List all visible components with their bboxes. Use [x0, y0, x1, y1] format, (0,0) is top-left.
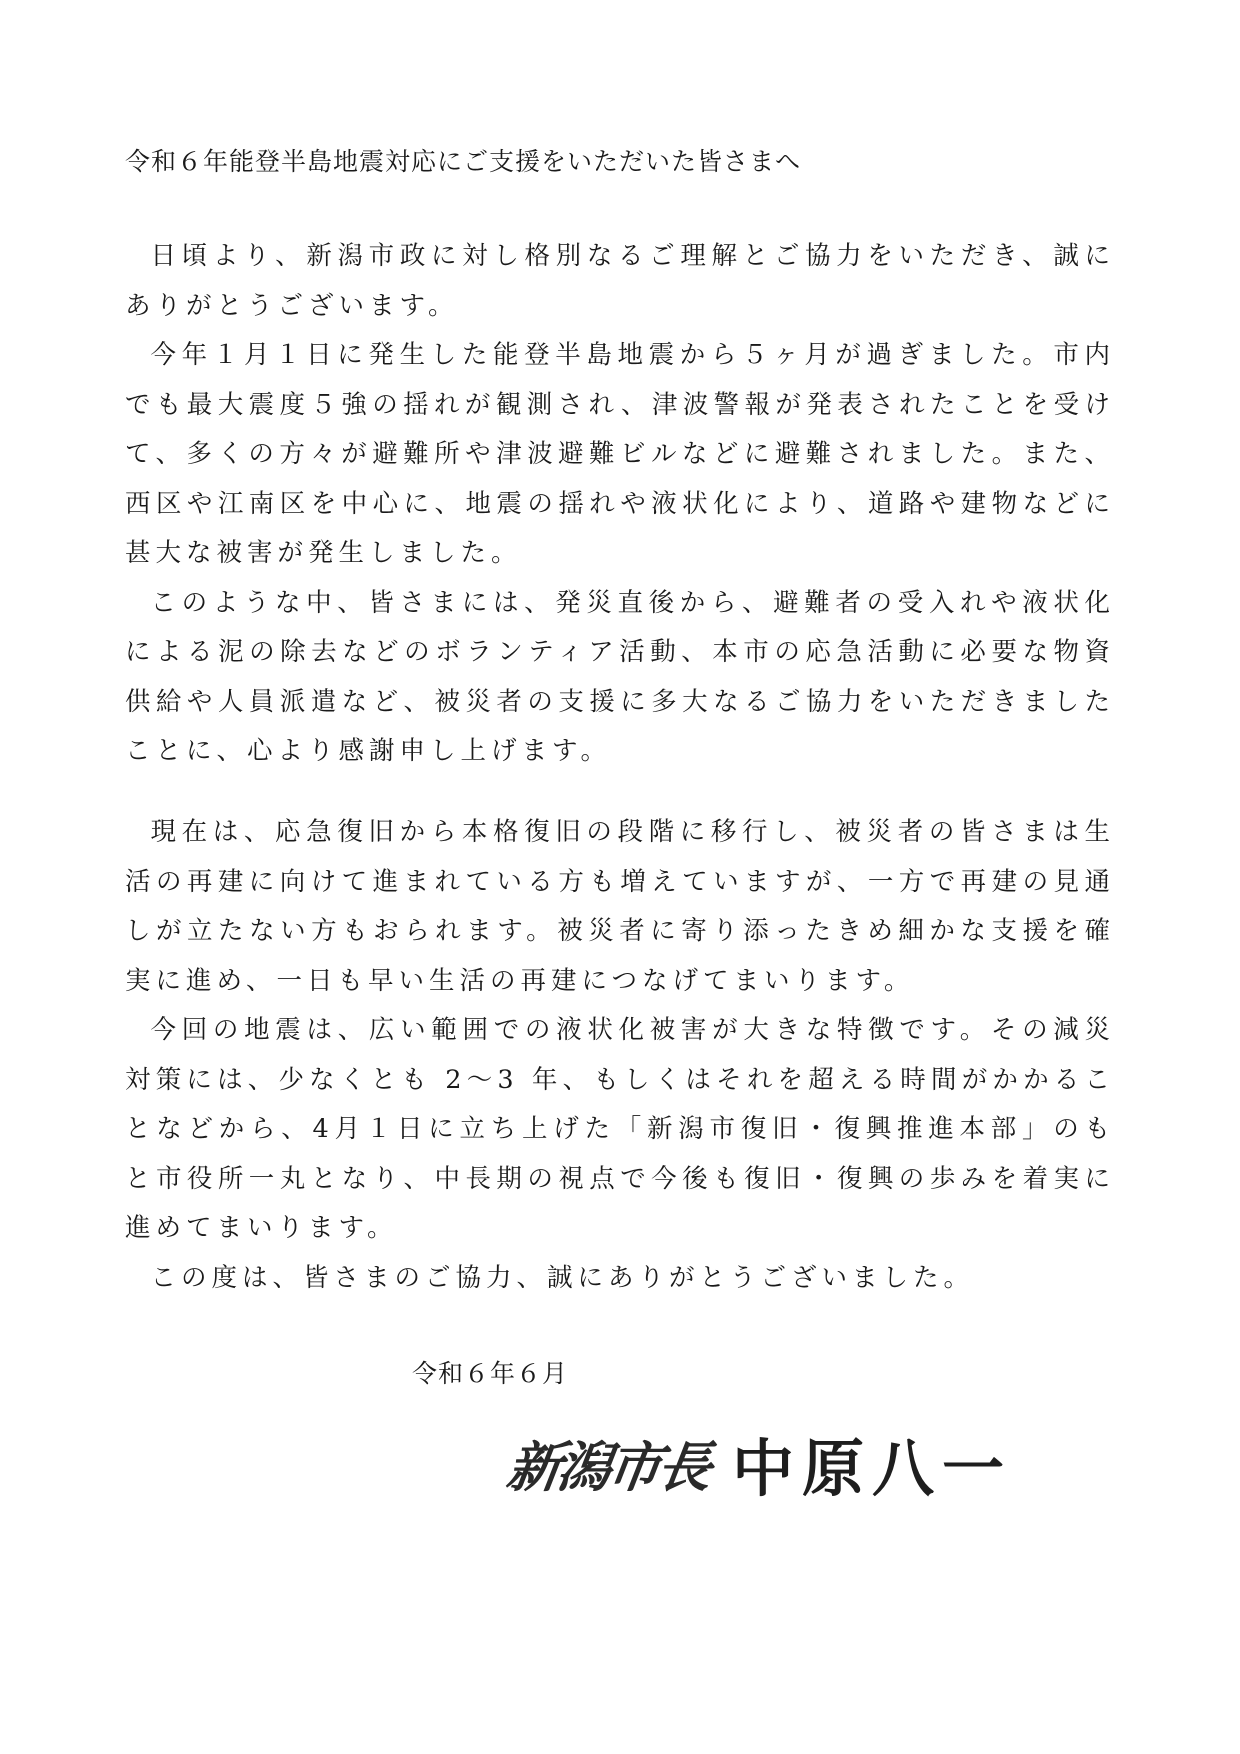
signature — [503, 1418, 1013, 1508]
paragraph: このような中、皆さまには、発災直後から、避難者の受入れや液状化による泥の除去などのボランティア活動、本市の応急活動に必要な物資供給や人員派遣など、被災者の支援に多大なるご協力をいただきましたことに、心より感謝申し上げます。 — [125, 587, 1115, 766]
signature-name: 中原八一 — [732, 1431, 1013, 1505]
paragraph: この度は、皆さまのご協力、誠にありがとうございました。 — [150, 1262, 975, 1293]
paragraph: 現在は、応急復旧から本格復旧の段階に移行し、被災者の皆さまは生活の再建に向けて進まれている方も増えていますが、一方で再建の見通しが立たない方もおられます。被災者に寄り添ったきめ細かな支援を確実に進め、一日も早い生活の再建につなげてまいります。 — [125, 817, 1115, 996]
letter-date: 令和６年６月 — [412, 1359, 569, 1388]
paragraph: 今年１月１日に発生した能登半島地震から５ヶ月が過ぎました。市内でも最大震度５強の揺れが観測され、津波警報が発表されたことを受けて、多くの方々が避難所や津波避難ビルなどに避難されました。また、西区や江南区を中心に、地震の揺れや液状化により、道路や建物などに甚大な被害が発生しました。 — [125, 340, 1115, 568]
letter-body-part1 — [125, 232, 1115, 777]
paragraph: 日頃より、新潟市政に対し格別なるご理解とご協力をいただき、誠にありがとうございます。 — [125, 241, 1115, 321]
letter-body-part2 — [125, 808, 1115, 1303]
signature-title: 新潟市長 — [503, 1435, 712, 1499]
salutation: 令和６年能登半島地震対応にご支援をいただいた皆さまへ — [125, 147, 802, 176]
paragraph: 今回の地震は、広い範囲での液状化被害が大きな特徴です。その減災対策には、少なくとも 2～3 年、もしくはそれを超える時間がかかることなどから、4月１日に立ち上げた「新潟市復旧・復興推進本部」のもと市役所一丸となり、中長期の視点で今後も復旧・復興の歩みを着実に進めてまいります。 — [125, 1015, 1115, 1243]
